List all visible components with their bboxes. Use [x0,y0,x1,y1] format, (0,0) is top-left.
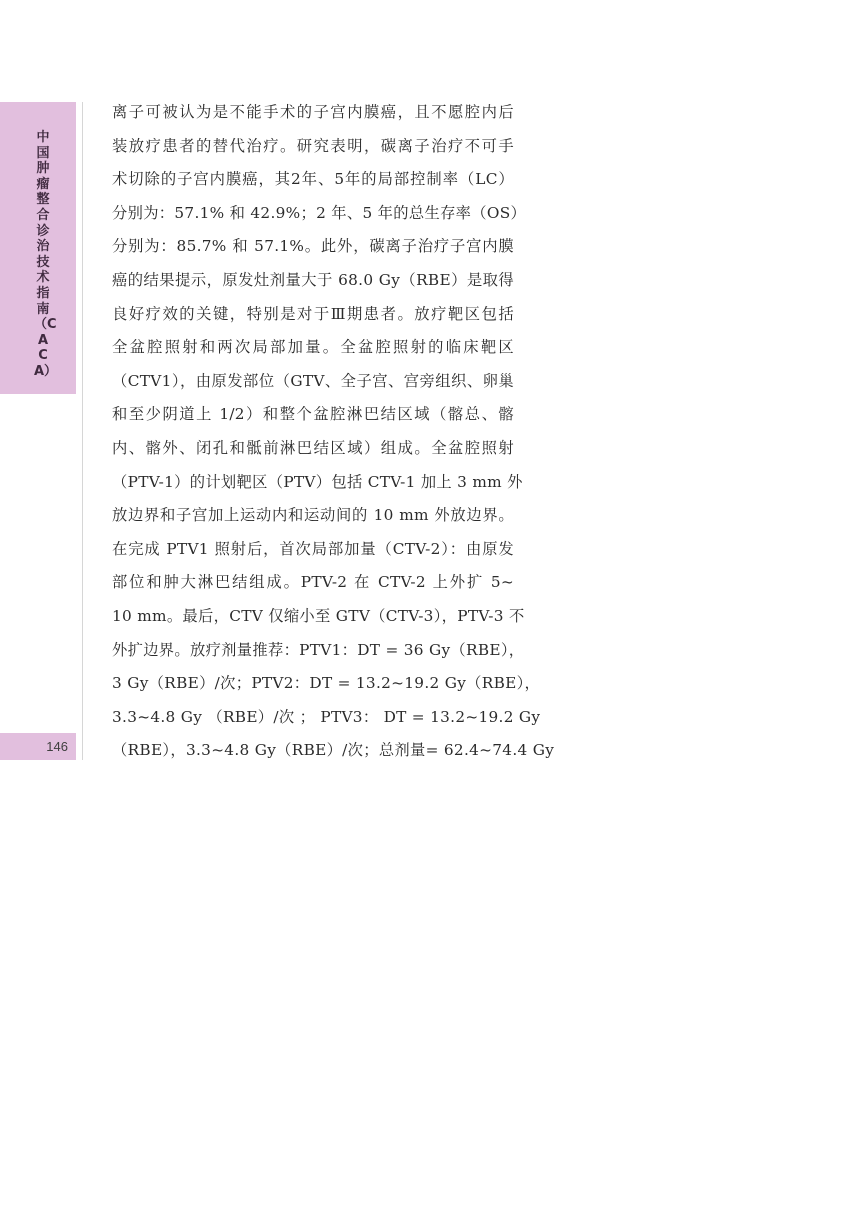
text-line: 分别为：57.1% 和 42.9%；2 年、5 年的总生存率（OS） [112,203,527,222]
text-line: （RBE），3.3~4.8 Gy（RBE）/次；总剂量= 62.4~74.4 Gy [112,741,555,760]
text-line: 术切除的子宫内膜癌，其2年、5年的局部控制率（LC） [112,170,514,189]
book-title-vertical: 中国肿瘤整合诊治技术指南（CACA） [34,130,58,379]
text-line: 良好疗效的关键，特别是对于Ⅲ期患者。放疗靶区包括 [112,304,514,323]
text-line: 10 mm。最后，CTV 仅缩小至 GTV（CTV-3），PTV-3 不 [112,606,525,625]
body-paragraph [112,96,555,768]
margin-divider [82,102,83,760]
text-line: 部位和肿大淋巴结组成。PTV-2 在 CTV-2 上外扩 5~ [112,573,514,592]
text-line: 离子可被认为是不能手术的子宫内膜癌，且不愿腔内后 [112,103,514,121]
text-line: 外扩边界。放疗剂量推荐：PTV1：DT = 36 Gy（RBE）， [112,640,525,659]
text-line: 和至少阴道上 1/2）和整个盆腔淋巴结区域（髂总、髂 [112,405,514,424]
text-line: 分别为：85.7% 和 57.1%。此外，碳离子治疗子宫内膜 [112,237,514,256]
text-line: 3.3~4.8 Gy （RBE）/次 ； PTV3： DT = 13.2~19.2 Gy [112,707,541,726]
page-number: 146 [46,739,68,754]
text-line: 全盆腔照射和两次局部加量。全盆腔照射的临床靶区 [112,338,514,357]
text-line: （PTV-1）的计划靶区（PTV）包括 CTV-1 加上 3 mm 外 [112,472,523,491]
text-line: 3 Gy（RBE）/次；PTV2：DT = 13.2~19.2 Gy（RBE）， [112,674,541,693]
text-line: 放边界和子宫加上运动内和运动间的 10 mm 外放边界。 [112,506,514,525]
text-line: 内、髂外、闭孔和骶前淋巴结区域）组成。全盆腔照射 [112,438,514,457]
text-line: （CTV1），由原发部位（GTV、全子宫、宫旁组织、卵巢 [112,371,514,390]
text-line: 癌的结果提示，原发灶剂量大于 68.0 Gy（RBE）是取得 [112,270,514,289]
text-line: 装放疗患者的替代治疗。研究表明，碳离子治疗不可手 [112,136,514,155]
text-line: 在完成 PTV1 照射后，首次局部加量（CTV-2）：由原发 [112,539,514,558]
